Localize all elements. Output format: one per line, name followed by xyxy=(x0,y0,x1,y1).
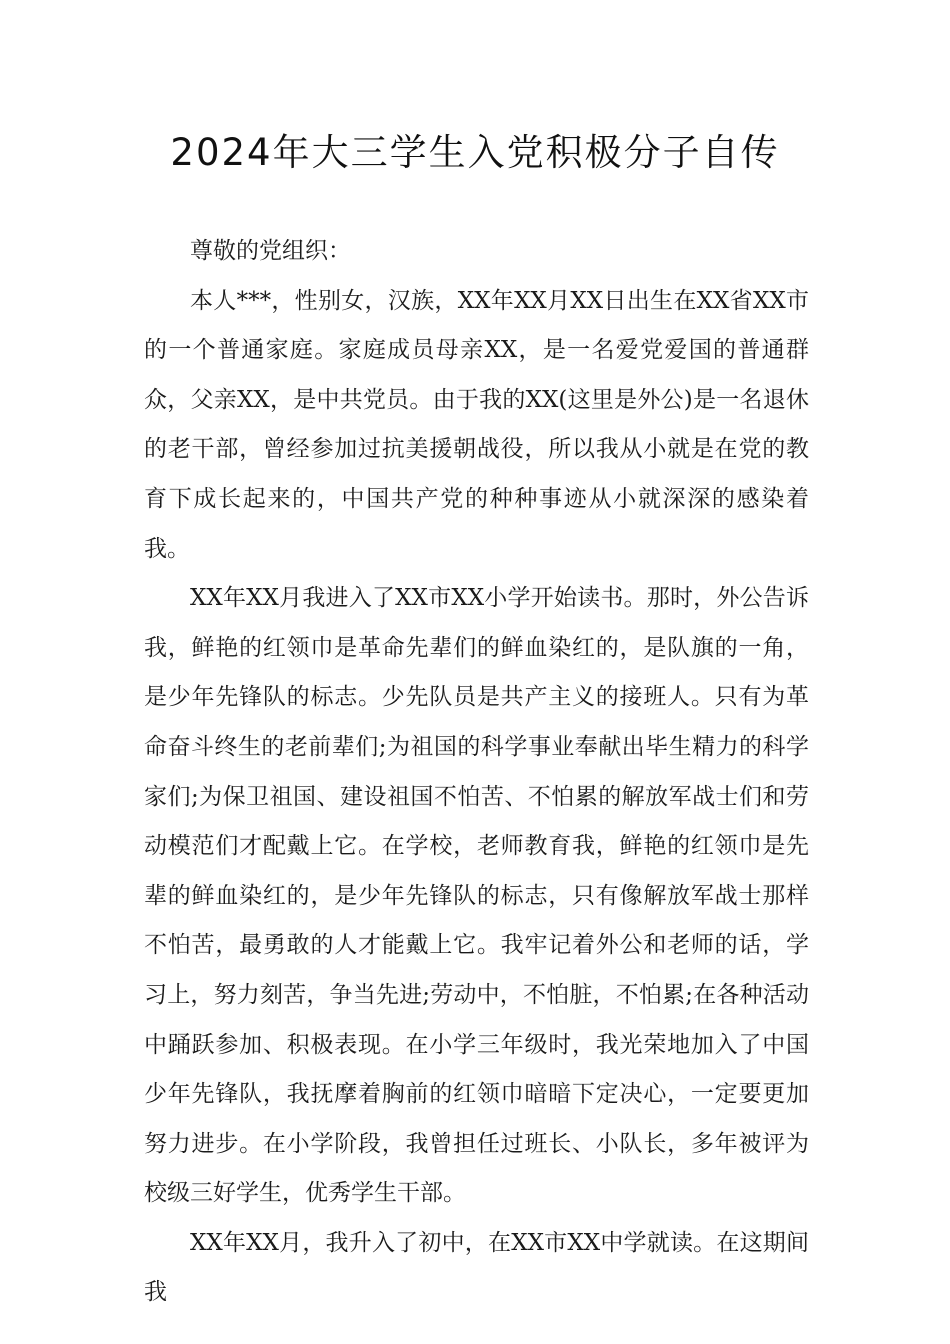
document-body xyxy=(144,227,809,1318)
paragraph-primary-school: XX年XX月我进入了XX市XX小学开始读书。那时，外公告诉我，鲜艳的红领巾是革命先辈们的鲜血染红的，是队旗的一角，是少年先锋队的标志。少先队员是共产主义的接班人。只有为革命奋斗终生的老前辈们;为祖国的科学事业奉献出毕生精力的科学家们;为保卫祖国、建设祖国不怕苦、不怕累的解放军战士们和劳动模范们才配戴上它。在学校，老师教育我，鲜艳的红领巾是先辈的鲜血染红的，是少年先锋队的标志，只有像解放军战士那样不怕苦，最勇敢的人才能戴上它。我牢记着外公和老师的话，学习上，努力刻苦，争当先进;劳动中，不怕脏，不怕累;在各种活动中踊跃参加、积极表现。在小学三年级时，我光荣地加入了中国少年先锋队，我抚摩着胸前的红领巾暗暗下定决心，一定要更加努力进步。在小学阶段，我曾担任过班长、小队长，多年被评为校级三好学生，优秀学生干部。 xyxy=(144,585,809,1207)
paragraph-family-background: 本人***，性别女，汉族，XX年XX月XX日出生在XX省XX市的一个普通家庭。家庭成员母亲XX，是一名爱党爱国的普通群众，父亲XX，是中共党员。由于我的XX(这里是外公)是一名退休的老干部，曾经参加过抗美援朝战役，所以我从小就是在党的教育下成长起来的，中国共产党的种种事迹从小就深深的感染着我。 xyxy=(144,287,809,562)
document-title: 2024年大三学生入党积极分子自传 xyxy=(170,131,780,174)
salutation: 尊敬的党组织： xyxy=(190,238,351,264)
paragraph-middle-school: XX年XX月，我升入了初中，在XX市XX中学就读。在这期间我 xyxy=(144,1229,809,1306)
